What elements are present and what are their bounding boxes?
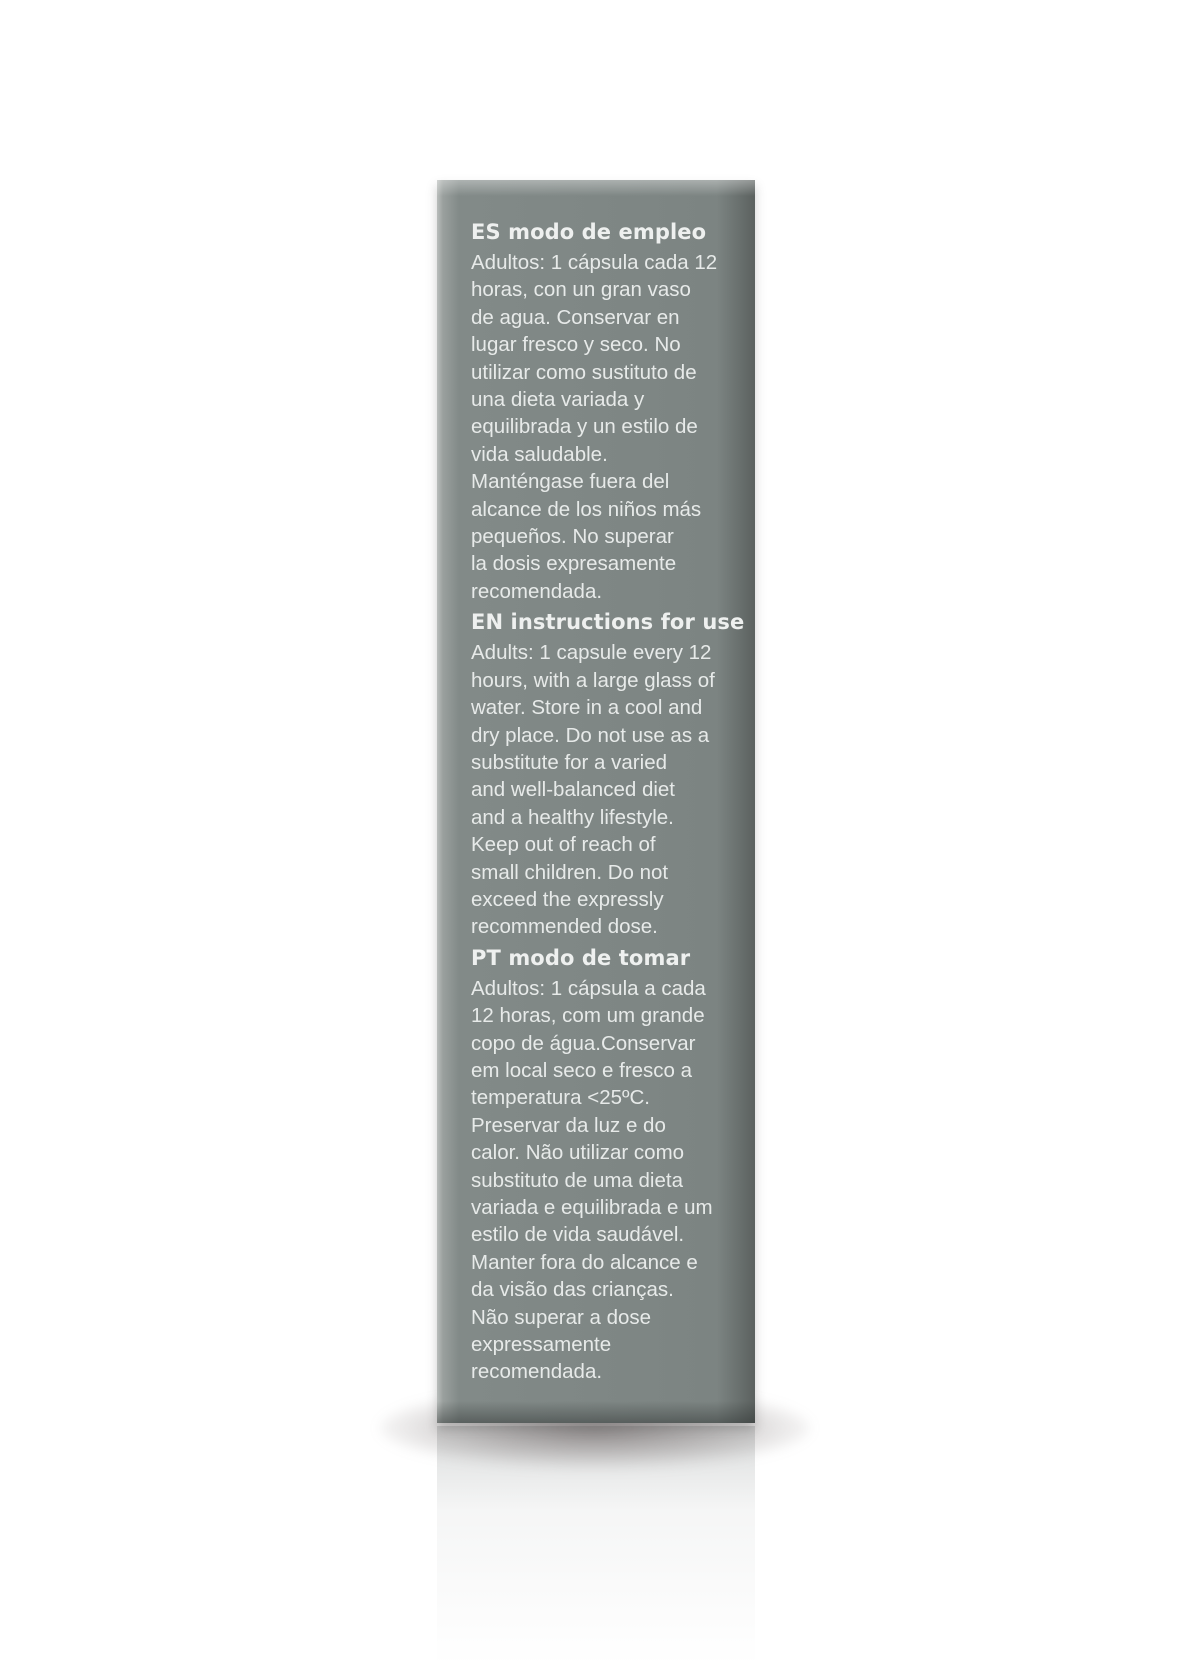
- en-instructions: Adults: 1 capsule every 12 hours, with a large glass of water. Store in a cool and dry place. Do not use as a substitute for a varied and well-balanced diet and a healthy lifestyle. Keep out of reach of small children. Do not exceed the expressly recommended dose.: [471, 641, 715, 939]
- product-box-side-panel: [437, 180, 755, 1423]
- instructions-panel: [471, 218, 755, 1389]
- es-instructions: Adultos: 1 cápsula cada 12 horas, con un gran vaso de agua. Conservar en lugar fresco y seco. No utilizar como sustituto de una dieta variada y equilibrada y un estilo de vida saludable. Manténgase fuera del alcance de los niños más pequeños. No superar la dosis expresamente recomendada.: [471, 251, 718, 603]
- pt-heading: PT modo de tomar: [471, 945, 691, 970]
- en-heading: EN instructions for use: [471, 610, 745, 635]
- pt-instructions: Adultos: 1 cápsula a cada 12 horas, com um grande copo de água.Conservar em local seco e fresco a temperatura <25ºC. Preservar da luz e do calor. Não utilizar como substituto de uma dieta variada e equilibrada e um estilo de vida saudável. Manter fora do alcance e da visão das crianças. Não superar a dose expressamente recomendada.: [471, 976, 713, 1384]
- es-heading: ES modo de empleo: [471, 220, 707, 244]
